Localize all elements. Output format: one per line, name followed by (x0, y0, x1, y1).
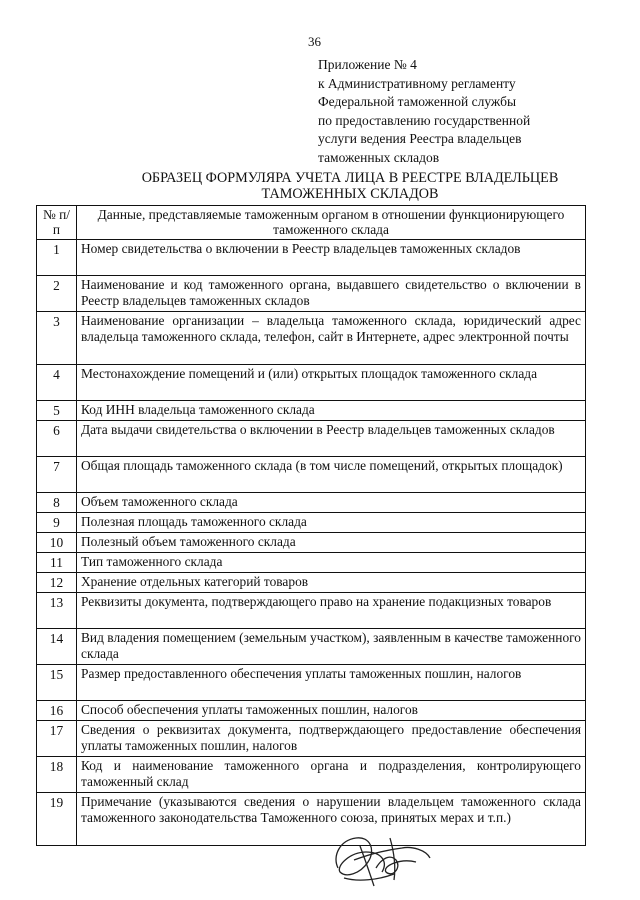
row-text: Способ обеспечения уплаты таможенных пошлин, налогов (77, 701, 586, 721)
appendix-header (318, 56, 530, 167)
table-header-row (37, 206, 586, 240)
table-row (37, 493, 586, 513)
appendix-line: к Административному регламенту (318, 75, 516, 91)
table-row (37, 593, 586, 629)
table-row (37, 553, 586, 573)
row-text: Вид владения помещением (земельным участком), заявленным в качестве таможенного склада (77, 629, 586, 665)
row-text: Наименование организации – владельца таможенного склада, юридический адрес владельца таможенного склада, телефон, сайт в Интернете, адрес электронной почты (77, 312, 586, 365)
row-number: 7 (37, 457, 77, 493)
row-text: Хранение отдельных категорий товаров (77, 573, 586, 593)
row-text: Дата выдачи свидетельства о включении в Реестр владельцев таможенных складов (77, 421, 586, 457)
row-number: 5 (37, 401, 77, 421)
header-data: Данные, представляемые таможенным органом в отношении функционирующего таможенного склада (77, 206, 586, 240)
header-number: № п/п (37, 206, 77, 240)
table-row (37, 312, 586, 365)
row-text: Размер предоставленного обеспечения уплаты таможенных пошлин, налогов (77, 665, 586, 701)
row-number: 13 (37, 593, 77, 629)
table-row (37, 701, 586, 721)
table-row (37, 421, 586, 457)
form-title-line: ТАМОЖЕННЫХ СКЛАДОВ (261, 186, 439, 202)
table-row (37, 533, 586, 553)
table-row (37, 513, 586, 533)
row-text: Общая площадь таможенного склада (в том числе помещений, открытых площадок) (77, 457, 586, 493)
row-text: Наименование и код таможенного органа, выдавшего свидетельство о включении в Реестр владельцев таможенных складов (77, 276, 586, 312)
row-number: 9 (37, 513, 77, 533)
row-text: Местонахождение помещений и (или) открытых площадок таможенного склада (77, 365, 586, 401)
form-title (60, 170, 640, 202)
table-row (37, 629, 586, 665)
row-number: 16 (37, 701, 77, 721)
row-text: Тип таможенного склада (77, 553, 586, 573)
row-text: Объем таможенного склада (77, 493, 586, 513)
form-title-line: ОБРАЗЕЦ ФОРМУЛЯРА УЧЕТА ЛИЦА В РЕЕСТРЕ ВЛАДЕЛЬЦЕВ (141, 170, 559, 186)
registry-form-table (36, 205, 586, 846)
row-number: 4 (37, 365, 77, 401)
signature-icon (330, 828, 450, 892)
row-text: Примечание (указываются сведения о нарушении владельцем таможенного склада таможенного законодательства Таможенного союза, принятых мерах и т.п.) (77, 793, 586, 846)
appendix-line: таможенных складов (318, 149, 440, 165)
table-row (37, 757, 586, 793)
table-row (37, 240, 586, 276)
row-text: Сведения о реквизитах документа, подтверждающего предоставление обеспечения уплаты таможенных пошлин, налогов (77, 721, 586, 757)
row-text: Номер свидетельства о включении в Реестр владельцев таможенных складов (77, 240, 586, 276)
table-row (37, 365, 586, 401)
row-text: Код и наименование таможенного органа и подразделения, контролирующего таможенный склад (77, 757, 586, 793)
table-row (37, 401, 586, 421)
appendix-line: Федеральной таможенной службы (318, 94, 517, 109)
row-number: 14 (37, 629, 77, 665)
appendix-line: услуги ведения Реестра владельцев (318, 131, 522, 146)
table-row (37, 665, 586, 701)
row-number: 18 (37, 757, 77, 793)
table-row (37, 721, 586, 757)
row-number: 19 (37, 793, 77, 846)
appendix-line: Приложение № 4 (318, 57, 417, 72)
row-text: Полезный объем таможенного склада (77, 533, 586, 553)
row-number: 2 (37, 276, 77, 312)
table-row (37, 276, 586, 312)
row-number: 17 (37, 721, 77, 757)
row-number: 6 (37, 421, 77, 457)
row-number: 10 (37, 533, 77, 553)
row-number: 12 (37, 573, 77, 593)
row-number: 8 (37, 493, 77, 513)
row-number: 15 (37, 665, 77, 701)
table-row (37, 457, 586, 493)
table-row (37, 573, 586, 593)
table-row (37, 793, 586, 846)
appendix-line: по предоставлению государственной (318, 112, 531, 128)
row-text: Полезная площадь таможенного склада (77, 513, 586, 533)
row-text: Реквизиты документа, подтверждающего право на хранение подакцизных товаров (77, 593, 586, 629)
page-number: 36 (308, 34, 321, 49)
row-number: 3 (37, 312, 77, 365)
row-text: Код ИНН владельца таможенного склада (77, 401, 586, 421)
row-number: 11 (37, 553, 77, 573)
row-number: 1 (37, 240, 77, 276)
